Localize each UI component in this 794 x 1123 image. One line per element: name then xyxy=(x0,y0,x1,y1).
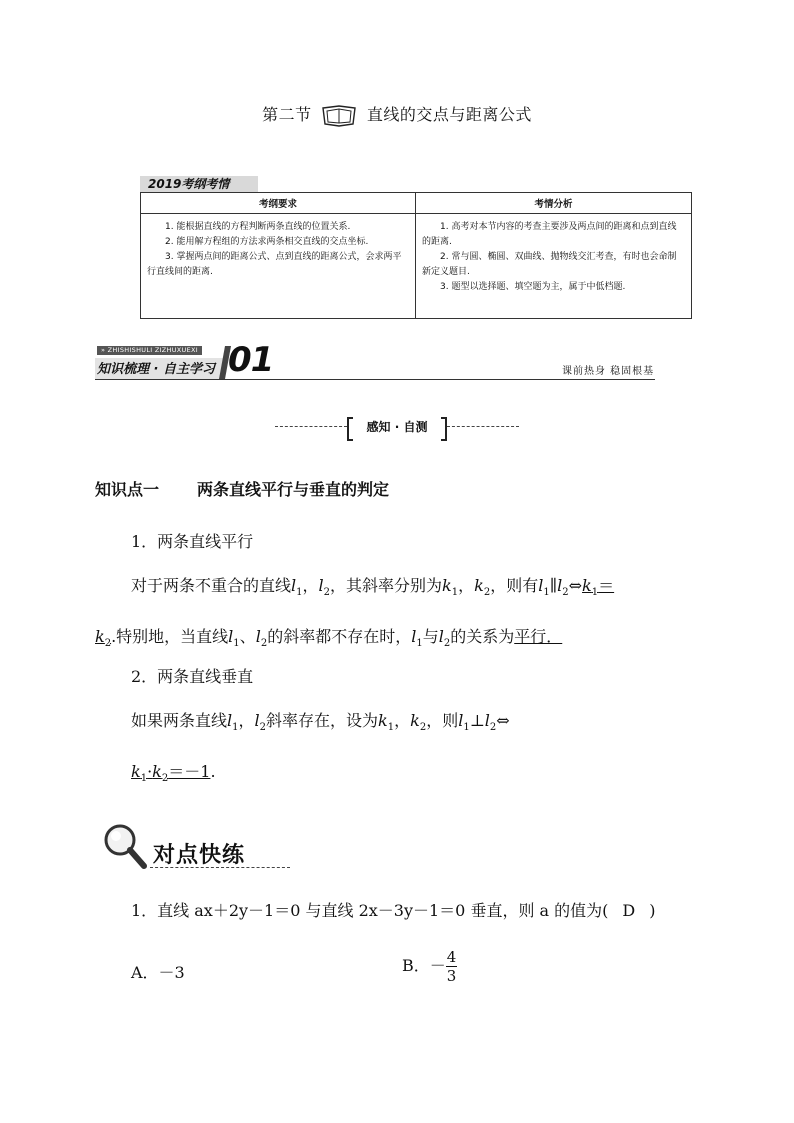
exam-analysis-item: 2. 常与圆、椭圆、双曲线、抛物线交汇考查，有时也会命制新定义题目. xyxy=(422,252,677,277)
para-text: 的斜率都不存在时， xyxy=(267,627,412,647)
chevron-right-icon: » xyxy=(101,346,106,354)
drill-dash xyxy=(150,867,290,868)
para-text: ，则 xyxy=(426,711,459,730)
para-text: 斜率存在，设为 xyxy=(266,711,379,730)
option-a: A．－3 xyxy=(131,963,185,982)
para-text: 如果两条直线 xyxy=(131,711,228,730)
fraction-numerator: 4 xyxy=(446,948,457,966)
section-label: 知识梳理 · 自主学习 xyxy=(97,362,215,377)
exam-tag: 2019考纲考情 xyxy=(140,176,258,192)
exam-table xyxy=(140,192,692,319)
exam-analysis-item: 1. 高考对本节内容的考查主要涉及两点间的距离和点到直线的距离. xyxy=(422,222,677,247)
drill-heading: 对点快练 xyxy=(153,843,246,868)
title-left: 第二节 xyxy=(262,105,312,124)
para-text: 对于两条不重合的直线 xyxy=(131,576,292,595)
kp-title: 两条直线平行与垂直的判定 xyxy=(197,480,390,499)
fraction-denominator: 3 xyxy=(446,967,457,985)
para-text: ，其斜率分别为 xyxy=(330,576,443,595)
exam-req-item: 3. 掌握两点间的距离公式、点到直线的距离公式，会求两平行直线间的距离. xyxy=(147,252,402,277)
section-subtitle-text: ZHISHISHULI ZIZHUXUEXI xyxy=(107,346,198,354)
bracket-left xyxy=(347,417,353,441)
exam-req-item: 2. 能用解方程组的方法求两条相交直线的交点坐标. xyxy=(165,237,369,247)
subheading-perpendicular: 2．两条直线垂直 xyxy=(131,667,254,686)
question-close: ) xyxy=(649,901,656,920)
option-b xyxy=(402,948,457,985)
section-number: 01 xyxy=(228,340,274,380)
kp-label: 知识点一 xyxy=(95,480,160,499)
book-icon xyxy=(319,104,359,128)
exam-col2-header: 考情分析 xyxy=(416,193,692,214)
exam-analysis-item: 3. 题型以选择题、填空题为主，属于中低档题. xyxy=(440,282,626,292)
section-right-text: 课前热身 稳固根基 xyxy=(562,366,655,377)
parallel-paragraph: 对于两条不重合的直线$l_1$，$l_2$，其斜率分别为$k_1$，$k_2$，则有$l_1\parallel l_2\Leftrightarrow k_1=$ $k_2$.特别地，当直线$l_1$、$l_2$的斜率都不存在时，$l_1$与$l_2$的关系为平行． xyxy=(95,576,615,650)
fraction xyxy=(446,948,458,985)
title-right: 直线的交点与距离公式 xyxy=(366,105,532,124)
section-rule xyxy=(95,379,655,380)
answer-perpendicular: $k_1\cdot k_2=-1$ xyxy=(131,762,211,785)
section-subtitle xyxy=(97,346,202,355)
subheading-parallel: 1．两条直线平行 xyxy=(131,532,254,551)
para-text: 与 xyxy=(422,627,439,647)
option-b-prefix: B．－ xyxy=(402,956,446,975)
para-text: ，则有 xyxy=(490,576,539,595)
exam-col1-cell xyxy=(141,214,416,319)
perpendicular-paragraph: 如果两条直线$l_1$，$l_2$斜率存在，设为$k_1$，$k_2$，则$l_1\perp l_2\Leftrightarrow$ $k_1\cdot k_2=-1$. xyxy=(131,711,510,785)
question-text: 1．直线 ax＋2y－1＝0 与直线 2x－3y－1＝0 垂直，则 a 的值为( xyxy=(131,901,609,920)
sense-text: 感知 · 自测 xyxy=(366,420,428,434)
exam-req-item: 1. 能根据直线的方程判断两条直线的位置关系. xyxy=(165,222,351,232)
sense-dash-left xyxy=(275,426,347,427)
question-1 xyxy=(131,898,655,921)
exam-col2-cell xyxy=(416,214,692,319)
answer-underline: $k_1=$ $k_2$ xyxy=(95,576,615,650)
para-text: .特别地，当直线 xyxy=(111,627,229,647)
answer-parallel: 平行． xyxy=(514,627,563,647)
exam-col1-header: 考纲要求 xyxy=(141,193,416,214)
sense-dash-right xyxy=(447,426,519,427)
page-title xyxy=(0,102,794,128)
para-text: 的关系为 xyxy=(450,627,515,647)
question-answer: D xyxy=(622,901,636,920)
sense-heading xyxy=(347,416,447,438)
knowledge-point-heading xyxy=(95,477,389,500)
bracket-right xyxy=(441,417,447,441)
